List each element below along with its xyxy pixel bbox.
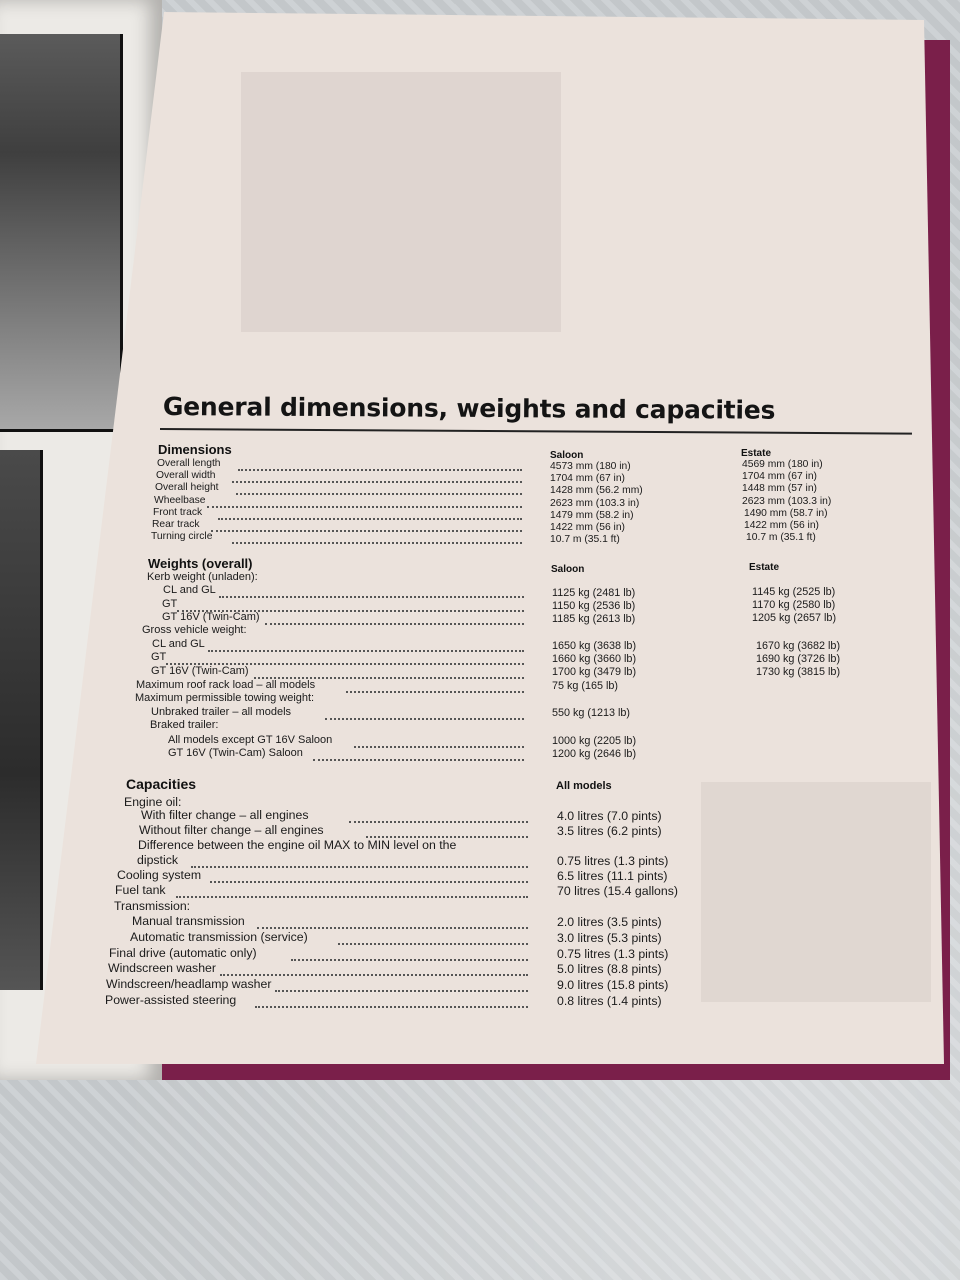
leader-dots [210,879,528,883]
saloon-value: 1660 kg (3660 lb) [552,653,637,665]
leader-dots [325,716,524,720]
spec-label: Engine oil: [124,795,182,809]
spec-label: Braked trailer: [150,719,219,731]
spec-label: GT [151,651,167,663]
saloon-value: 1200 kg (2646 lb) [552,748,637,760]
spec-label: Maximum permissible towing weight: [135,692,315,704]
spec-label: Overall length [157,458,221,469]
spec-label: Power-assisted steering [105,993,237,1007]
saloon-value: 1000 kg (2205 lb) [552,735,637,747]
section-heading-capacities: Capacities [126,776,197,792]
leader-dots [236,491,522,495]
section-heading-weights: Weights (overall) [148,556,253,571]
spec-label: Kerb weight (unladen): [147,571,258,583]
column-header-saloon: Saloon [551,564,585,575]
spec-label: Automatic transmission (service) [130,930,308,944]
estate-value: 1730 kg (3815 lb) [756,666,841,678]
saloon-value: 1428 mm (56.2 mm) [550,485,643,497]
estate-value: 10.7 m (35.1 ft) [746,532,816,544]
spec-label: GT 16V (Twin-Cam) [151,665,249,677]
spec-label: CL and GL [152,638,205,650]
column-header-all-models: All models [556,780,612,792]
spec-label: Without filter change – all engines [139,823,324,837]
saloon-value: 1185 kg (2613 lb) [552,613,636,625]
capacity-value: 6.5 litres (11.1 pints) [557,869,668,883]
spec-label: GT 16V (Twin-Cam) Saloon [168,747,303,759]
capacity-value: 9.0 litres (15.8 pints) [557,978,669,992]
spec-label: Gross vehicle weight: [142,624,247,636]
estate-value: 4569 mm (180 in) [742,459,823,470]
saloon-value: 1422 mm (56 in) [550,522,625,533]
leader-dots [207,504,522,508]
saloon-value: 10.7 m (35.1 ft) [550,534,620,546]
estate-value: 1690 kg (3726 lb) [756,653,841,665]
leader-dots [313,757,524,761]
capacity-value: 2.0 litres (3.5 pints) [557,915,662,929]
capacity-value: 0.8 litres (1.4 pints) [557,994,662,1008]
saloon-value: 1479 mm (58.2 in) [550,509,634,521]
leader-dots [211,528,522,532]
spec-label: With filter change – all engines [141,808,309,822]
leader-dots [232,540,522,544]
spec-label: Wheelbase [154,494,206,506]
car-photo [0,34,123,432]
leader-dots [176,894,528,898]
spec-label: GT [162,598,178,610]
section-heading-dimensions: Dimensions [158,442,232,457]
spec-label: Overall height [155,482,219,494]
leader-dots [354,744,524,748]
estate-value: 1670 kg (3682 lb) [756,640,841,652]
leader-dots [219,594,524,598]
leader-dots [346,689,525,693]
capacity-value: 4.0 litres (7.0 pints) [557,809,662,823]
capacity-value: 0.75 litres (1.3 pints) [557,854,669,868]
spec-label: dipstick [137,853,179,867]
second-photo [0,450,43,990]
estate-value: 1205 kg (2657 lb) [752,612,837,624]
spec-label: Fuel tank [115,883,166,897]
leader-dots [255,1004,528,1008]
spec-label: Transmission: [114,899,191,913]
estate-value: 1448 mm (57 in) [742,483,817,495]
estate-value: 2623 mm (103.3 in) [742,495,832,507]
saloon-value: 75 kg (165 lb) [552,680,619,692]
spec-label: Windscreen/headlamp washer [106,977,272,991]
saloon-value: 1125 kg (2481 lb) [552,587,636,599]
spec-label: GT 16V (Twin-Cam) [162,611,260,623]
leader-dots [232,479,522,483]
spec-label: Overall width [156,470,216,482]
spec-label: Windscreen washer [108,961,216,975]
capacity-value: 5.0 litres (8.8 pints) [557,962,662,976]
capacity-value: 3.0 litres (5.3 pints) [557,931,662,945]
leader-dots [191,864,528,868]
leader-dots [275,988,528,992]
saloon-value: 1650 kg (3638 lb) [552,640,637,652]
spec-label: Turning circle [151,531,213,543]
saloon-value: 1704 mm (67 in) [550,473,625,485]
leader-dots [265,621,524,625]
estate-value: 1422 mm (56 in) [744,520,819,531]
show-through-photo-lower [701,782,931,1002]
spec-label: Rear track [152,519,200,530]
leader-dots [338,941,528,945]
estate-value: 1170 kg (2580 lb) [752,599,836,611]
spec-label: Maximum roof rack load – all models [136,679,316,691]
spec-label: Front track [153,506,203,518]
column-header-estate: Estate [749,562,780,573]
leader-dots [208,648,524,652]
column-header-estate: Estate [741,448,772,459]
leader-dots [257,925,528,929]
spec-label: Final drive (automatic only) [109,946,257,960]
estate-value: 1145 kg (2525 lb) [752,586,836,598]
saloon-value: 1150 kg (2536 lb) [552,600,636,612]
spec-label: Difference between the engine oil MAX to MIN level on the [138,838,457,852]
leader-dots [218,516,522,520]
saloon-value: 4573 mm (180 in) [550,461,631,472]
spec-label: Manual transmission [132,914,245,928]
show-through-photo [241,72,561,332]
page-title: General dimensions, weights and capacities [162,392,776,425]
spec-label: Unbraked trailer – all models [151,706,292,718]
spec-label: All models except GT 16V Saloon [168,734,333,746]
estate-value: 1490 mm (58.7 in) [744,507,828,519]
spec-label: CL and GL [163,584,216,596]
saloon-value: 1700 kg (3479 lb) [552,666,637,678]
leader-dots [220,972,528,976]
spec-label: Cooling system [117,868,202,882]
capacity-value: 70 litres (15.4 gallons) [557,884,678,898]
capacity-value: 3.5 litres (6.2 pints) [557,824,662,838]
estate-value: 1704 mm (67 in) [742,471,817,483]
leader-dots [238,467,522,471]
leader-dots [291,957,528,961]
saloon-value: 550 kg (1213 lb) [552,707,631,719]
saloon-value: 2623 mm (103.3 in) [550,497,640,509]
capacity-value: 0.75 litres (1.3 pints) [557,947,669,961]
column-header-saloon: Saloon [550,450,584,461]
leader-dots [349,819,528,823]
